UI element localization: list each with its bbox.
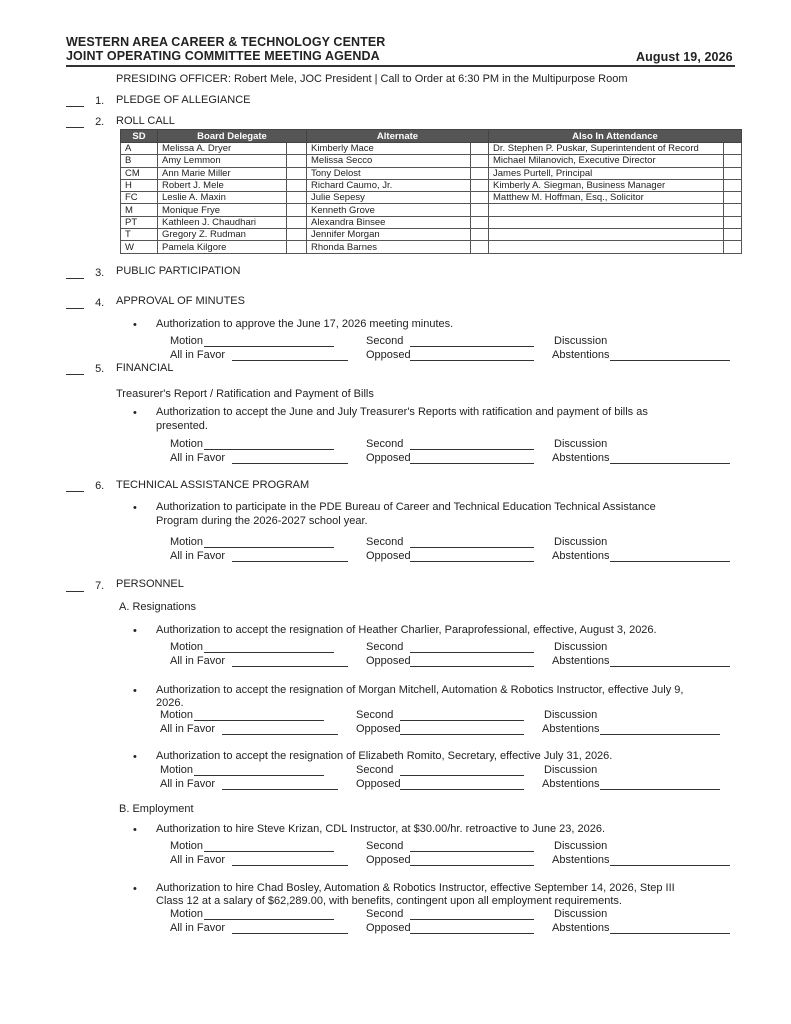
section-public xyxy=(66,267,104,279)
bullet-icon: • xyxy=(133,625,137,637)
item-text: Authorization to accept the resignation of Morgan Mitchell, Automation & Robotics Instructor, effective July 9, xyxy=(156,684,684,696)
motion-label: Motion xyxy=(160,764,194,776)
check-blank[interactable] xyxy=(66,364,84,375)
district-cell: CM xyxy=(121,167,158,179)
delegate-check-cell[interactable] xyxy=(287,192,307,204)
alternate-check-cell[interactable] xyxy=(471,229,489,241)
discussion-label: Discussion xyxy=(554,335,608,347)
attendance-cell xyxy=(489,204,724,216)
attendance-cell xyxy=(489,229,724,241)
district-cell: T xyxy=(121,229,158,241)
abstentions-label: Abstentions xyxy=(552,854,610,866)
abstentions-blank-line[interactable] xyxy=(610,360,730,361)
discussion-label: Discussion xyxy=(554,438,608,450)
motion-label: Motion xyxy=(170,335,204,347)
favor-label: All in Favor xyxy=(170,655,226,667)
abstentions-blank-line[interactable] xyxy=(600,789,720,790)
motion-blank-line[interactable] xyxy=(194,720,324,721)
favor-blank-line[interactable] xyxy=(232,933,348,934)
section-number: 5. xyxy=(95,363,105,375)
roll-row xyxy=(121,167,742,179)
section-number: 2. xyxy=(95,116,105,128)
subsection-title: Treasurer's Report / Ratification and Payment of Bills xyxy=(116,388,374,400)
delegate-cell: Gregory Z. Rudman xyxy=(158,229,287,241)
check-blank[interactable] xyxy=(66,481,84,492)
item-text-cont: Program during the 2026-2027 school year. xyxy=(156,515,368,527)
district-cell: A xyxy=(121,143,158,155)
favor-blank-line[interactable] xyxy=(232,865,348,866)
delegate-cell: Kathleen J. Chaudhari xyxy=(158,216,287,228)
section-financial xyxy=(66,363,104,375)
opposed-blank-line[interactable] xyxy=(410,865,534,866)
item-text-cont: presented. xyxy=(156,420,208,432)
motion-label: Motion xyxy=(170,438,204,450)
opposed-label: Opposed xyxy=(366,922,411,934)
motion-label: Motion xyxy=(160,709,194,721)
roll-row xyxy=(121,155,742,167)
abstentions-label: Abstentions xyxy=(542,778,600,790)
roll-row xyxy=(121,229,742,241)
abstentions-blank-line[interactable] xyxy=(610,666,730,667)
motion-blank-line[interactable] xyxy=(194,775,324,776)
district-cell: W xyxy=(121,241,158,253)
favor-label: All in Favor xyxy=(170,452,226,464)
attendance-cell: Michael Milanovich, Executive Director xyxy=(489,155,724,167)
attendance-check-cell[interactable] xyxy=(724,241,742,253)
section-title: TECHNICAL ASSISTANCE PROGRAM xyxy=(116,479,310,491)
attendance-cell xyxy=(489,241,724,253)
district-cell: PT xyxy=(121,216,158,228)
discussion-label: Discussion xyxy=(554,840,608,852)
opposed-label: Opposed xyxy=(366,655,411,667)
opposed-blank-line[interactable] xyxy=(410,561,534,562)
section-minutes xyxy=(66,297,104,309)
motion-blank-line[interactable] xyxy=(204,346,334,347)
second-label: Second xyxy=(356,764,394,776)
favor-label: All in Favor xyxy=(170,550,226,562)
motion-label: Motion xyxy=(170,908,204,920)
alternate-cell: Jennifer Morgan xyxy=(307,229,471,241)
motion-blank-line[interactable] xyxy=(204,652,334,653)
opposed-label: Opposed xyxy=(366,349,411,361)
district-cell: M xyxy=(121,204,158,216)
second-blank-line[interactable] xyxy=(410,346,534,347)
district-cell: FC xyxy=(121,192,158,204)
delegate-check-cell[interactable] xyxy=(287,143,307,155)
col-header-sd: SD xyxy=(121,130,158,143)
check-blank[interactable] xyxy=(66,298,84,309)
delegate-check-cell[interactable] xyxy=(287,179,307,191)
discussion-label: Discussion xyxy=(544,709,598,721)
col-header-alternate: Alternate xyxy=(307,130,489,143)
favor-label: All in Favor xyxy=(170,922,226,934)
col-header-delegate: Board Delegate xyxy=(158,130,307,143)
attendance-check-cell[interactable] xyxy=(724,204,742,216)
delegate-cell: Monique Frye xyxy=(158,204,287,216)
section-personnel xyxy=(66,580,104,592)
opposed-label: Opposed xyxy=(366,452,411,464)
second-blank-line[interactable] xyxy=(410,449,534,450)
delegate-cell: Pamela Kilgore xyxy=(158,241,287,253)
alternate-cell: Kimberly Mace xyxy=(307,143,471,155)
alternate-check-cell[interactable] xyxy=(471,241,489,253)
delegate-cell: Amy Lemmon xyxy=(158,155,287,167)
roll-row xyxy=(121,204,742,216)
item-text: Authorization to participate in the PDE Bureau of Career and Technical Education Technical Assistance xyxy=(156,501,656,513)
district-cell: B xyxy=(121,155,158,167)
roll-row xyxy=(121,179,742,191)
delegate-cell: Robert J. Mele xyxy=(158,179,287,191)
abstentions-blank-line[interactable] xyxy=(610,463,730,464)
alternate-check-cell[interactable] xyxy=(471,155,489,167)
motion-blank-line[interactable] xyxy=(204,547,334,548)
roll-row xyxy=(121,216,742,228)
abstentions-label: Abstentions xyxy=(552,922,610,934)
opposed-label: Opposed xyxy=(366,854,411,866)
attendance-cell: Dr. Stephen P. Puskar, Superintendent of Record xyxy=(489,143,724,155)
delegate-check-cell[interactable] xyxy=(287,167,307,179)
favor-label: All in Favor xyxy=(170,854,226,866)
check-blank[interactable] xyxy=(66,117,84,128)
section-number: 3. xyxy=(95,267,105,279)
favor-label: All in Favor xyxy=(170,349,226,361)
check-blank[interactable] xyxy=(66,96,84,107)
second-label: Second xyxy=(366,840,404,852)
favor-blank-line[interactable] xyxy=(232,360,348,361)
second-label: Second xyxy=(366,536,404,548)
attendance-cell xyxy=(489,216,724,228)
item-text: Authorization to approve the June 17, 2026 meeting minutes. xyxy=(156,318,454,330)
delegate-cell: Melissa A. Dryer xyxy=(158,143,287,155)
alternate-check-cell[interactable] xyxy=(471,216,489,228)
opposed-blank-line[interactable] xyxy=(400,734,524,735)
meeting-date: August 19, 2026 xyxy=(636,50,733,64)
second-label: Second xyxy=(366,335,404,347)
opposed-blank-line[interactable] xyxy=(410,666,534,667)
delegate-check-cell[interactable] xyxy=(287,241,307,253)
discussion-label: Discussion xyxy=(554,908,608,920)
col-header-attendance: Also In Attendance xyxy=(489,130,742,143)
alternate-check-cell[interactable] xyxy=(471,192,489,204)
subsection-resignations: A. Resignations xyxy=(119,601,197,613)
opposed-blank-line[interactable] xyxy=(410,360,534,361)
attendance-check-cell[interactable] xyxy=(724,167,742,179)
alternate-check-cell[interactable] xyxy=(471,204,489,216)
bullet-icon: • xyxy=(133,502,137,514)
opposed-blank-line[interactable] xyxy=(400,789,524,790)
second-blank-line[interactable] xyxy=(400,720,524,721)
roll-row xyxy=(121,241,742,253)
bullet-icon: • xyxy=(133,824,137,836)
header-rule xyxy=(66,65,735,67)
agenda-title: JOINT OPERATING COMMITTEE MEETING AGENDA xyxy=(66,49,380,63)
item-text: Authorization to accept the resignation of Elizabeth Romito, Secretary, effective July 31, 2026. xyxy=(156,750,613,762)
attendance-check-cell[interactable] xyxy=(724,143,742,155)
second-blank-line[interactable] xyxy=(400,775,524,776)
item-text-cont: 2026. xyxy=(156,697,184,709)
second-blank-line[interactable] xyxy=(410,652,534,653)
bullet-icon: • xyxy=(133,685,137,697)
attendance-cell: Kimberly A. Siegman, Business Manager xyxy=(489,179,724,191)
item-text: Authorization to accept the June and July Treasurer's Reports with ratification and payment of bills as xyxy=(156,406,648,418)
district-cell: H xyxy=(121,179,158,191)
opposed-label: Opposed xyxy=(356,778,401,790)
item-text: Authorization to hire Steve Krizan, CDL Instructor, at $30.00/hr. retroactive to June 23, 2026. xyxy=(156,823,606,835)
section-number: 1. xyxy=(95,95,105,107)
attendance-check-cell[interactable] xyxy=(724,192,742,204)
alternate-cell: Julie Sepesy xyxy=(307,192,471,204)
org-name: WESTERN AREA CAREER & TECHNOLOGY CENTER xyxy=(66,35,386,49)
section-number: 4. xyxy=(95,297,105,309)
motion-blank-line[interactable] xyxy=(204,919,334,920)
roll-call-table xyxy=(120,129,742,254)
alternate-cell: Rhonda Barnes xyxy=(307,241,471,253)
abstentions-blank-line[interactable] xyxy=(610,561,730,562)
check-blank[interactable] xyxy=(66,581,84,592)
alternate-check-cell[interactable] xyxy=(471,167,489,179)
abstentions-label: Abstentions xyxy=(552,655,610,667)
abstentions-label: Abstentions xyxy=(552,550,610,562)
alternate-cell: Melissa Secco xyxy=(307,155,471,167)
second-blank-line[interactable] xyxy=(410,919,534,920)
section-title: PLEDGE OF ALLEGIANCE xyxy=(116,94,251,106)
attendance-check-cell[interactable] xyxy=(724,179,742,191)
section-number: 7. xyxy=(95,580,105,592)
discussion-label: Discussion xyxy=(554,536,608,548)
motion-blank-line[interactable] xyxy=(204,851,334,852)
discussion-label: Discussion xyxy=(554,641,608,653)
second-label: Second xyxy=(356,709,394,721)
favor-blank-line[interactable] xyxy=(222,734,338,735)
attendance-cell: James Purtell, Principal xyxy=(489,167,724,179)
alternate-check-cell[interactable] xyxy=(471,179,489,191)
opposed-blank-line[interactable] xyxy=(410,463,534,464)
roll-header-row xyxy=(121,130,742,143)
bullet-icon: • xyxy=(133,883,137,895)
section-title: PERSONNEL xyxy=(116,578,184,590)
opposed-label: Opposed xyxy=(366,550,411,562)
alternate-cell: Alexandra Binsee xyxy=(307,216,471,228)
presiding-officer: PRESIDING OFFICER: Robert Mele, JOC President | Call to Order at 6:30 PM in the Multipurpose Room xyxy=(116,73,628,85)
item-text-cont: Class 12 at a salary of $62,289.00, with benefits, contingent upon all employment requirements. xyxy=(156,895,622,907)
section-title: APPROVAL OF MINUTES xyxy=(116,295,245,307)
section-title: PUBLIC PARTICIPATION xyxy=(116,265,241,277)
alternate-check-cell[interactable] xyxy=(471,143,489,155)
second-blank-line[interactable] xyxy=(410,547,534,548)
section-title: ROLL CALL xyxy=(116,115,175,127)
motion-label: Motion xyxy=(170,536,204,548)
section-number: 6. xyxy=(95,480,105,492)
roll-row xyxy=(121,192,742,204)
roll-row xyxy=(121,143,742,155)
abstentions-blank-line[interactable] xyxy=(600,734,720,735)
opposed-blank-line[interactable] xyxy=(410,933,534,934)
abstentions-blank-line[interactable] xyxy=(610,865,730,866)
abstentions-blank-line[interactable] xyxy=(610,933,730,934)
section-title: FINANCIAL xyxy=(116,362,174,374)
subsection-employment: B. Employment xyxy=(119,803,194,815)
favor-blank-line[interactable] xyxy=(232,463,348,464)
delegate-check-cell[interactable] xyxy=(287,204,307,216)
favor-label: All in Favor xyxy=(160,723,216,735)
attendance-check-cell[interactable] xyxy=(724,155,742,167)
delegate-check-cell[interactable] xyxy=(287,229,307,241)
bullet-icon: • xyxy=(133,407,137,419)
second-label: Second xyxy=(366,908,404,920)
attendance-check-cell[interactable] xyxy=(724,216,742,228)
section-rollcall xyxy=(66,116,104,128)
motion-blank-line[interactable] xyxy=(204,449,334,450)
second-label: Second xyxy=(366,641,404,653)
opposed-label: Opposed xyxy=(356,723,401,735)
alternate-cell: Kenneth Grove xyxy=(307,204,471,216)
bullet-icon: • xyxy=(133,751,137,763)
abstentions-label: Abstentions xyxy=(552,452,610,464)
delegate-check-cell[interactable] xyxy=(287,216,307,228)
favor-label: All in Favor xyxy=(160,778,216,790)
attendance-check-cell[interactable] xyxy=(724,229,742,241)
discussion-label: Discussion xyxy=(544,764,598,776)
item-text: Authorization to hire Chad Bosley, Automation & Robotics Instructor, effective September 14, 2026, Step III xyxy=(156,882,675,894)
alternate-cell: Richard Caumo, Jr. xyxy=(307,179,471,191)
motion-label: Motion xyxy=(170,840,204,852)
motion-label: Motion xyxy=(170,641,204,653)
second-label: Second xyxy=(366,438,404,450)
favor-blank-line[interactable] xyxy=(232,666,348,667)
check-blank[interactable] xyxy=(66,268,84,279)
section-pledge xyxy=(66,95,104,107)
delegate-cell: Leslie A. Maxin xyxy=(158,192,287,204)
bullet-icon: • xyxy=(133,319,137,331)
alternate-cell: Tony Delost xyxy=(307,167,471,179)
abstentions-label: Abstentions xyxy=(542,723,600,735)
item-text: Authorization to accept the resignation of Heather Charlier, Paraprofessional, effective, August 3, 2026. xyxy=(156,624,657,636)
attendance-cell: Matthew M. Hoffman, Esq., Solicitor xyxy=(489,192,724,204)
abstentions-label: Abstentions xyxy=(552,349,610,361)
favor-blank-line[interactable] xyxy=(232,561,348,562)
second-blank-line[interactable] xyxy=(410,851,534,852)
delegate-check-cell[interactable] xyxy=(287,155,307,167)
delegate-cell: Ann Marie Miller xyxy=(158,167,287,179)
section-tap xyxy=(66,480,104,492)
favor-blank-line[interactable] xyxy=(222,789,338,790)
